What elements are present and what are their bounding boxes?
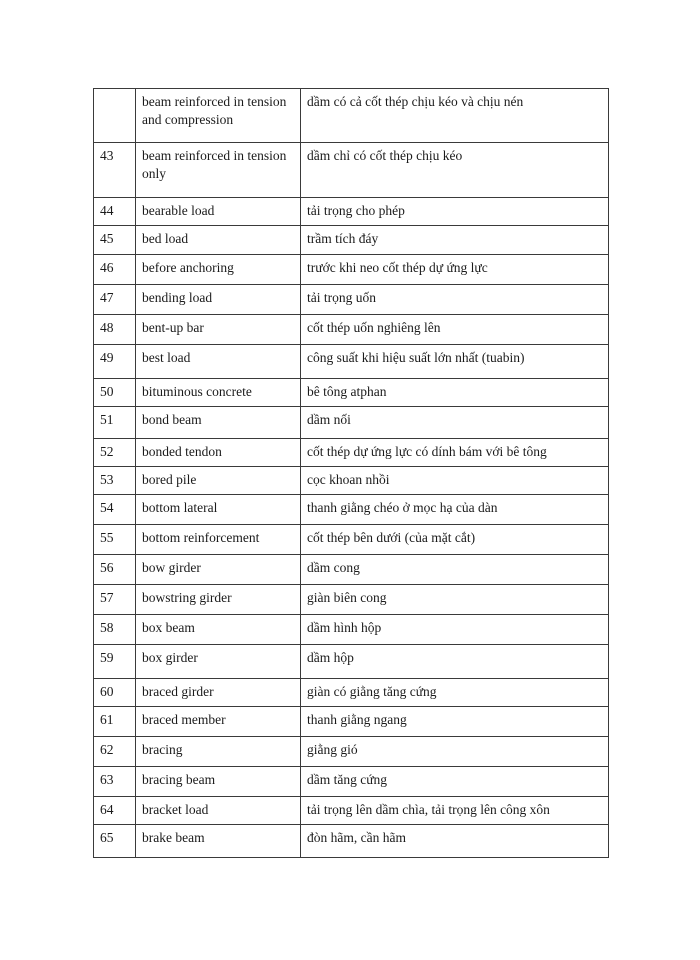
table-row: [94, 495, 609, 525]
table-row: [94, 407, 609, 439]
vietnamese-meaning: giàn có giằng tăng cứng: [301, 679, 609, 707]
english-term: bending load: [136, 285, 301, 315]
row-number: 46: [94, 255, 136, 285]
table-row: [94, 585, 609, 615]
english-term: bonded tendon: [136, 439, 301, 467]
vietnamese-meaning: giàn biên cong: [301, 585, 609, 615]
row-number: 55: [94, 525, 136, 555]
row-number: 57: [94, 585, 136, 615]
vietnamese-meaning: dầm hình hộp: [301, 615, 609, 645]
row-number: 50: [94, 379, 136, 407]
row-number: 49: [94, 345, 136, 379]
row-number: 59: [94, 645, 136, 679]
vietnamese-meaning: tải trọng uốn: [301, 285, 609, 315]
row-number: 48: [94, 315, 136, 345]
glossary-table: [93, 88, 609, 858]
english-term: bracing: [136, 737, 301, 767]
vietnamese-meaning: tải trọng lên dầm chìa, tải trọng lên công xôn: [301, 797, 609, 825]
vietnamese-meaning: cốt thép uốn nghiêng lên: [301, 315, 609, 345]
vietnamese-meaning: công suất khi hiệu suất lớn nhất (tuabin): [301, 345, 609, 379]
table-row: [94, 525, 609, 555]
table-row: [94, 767, 609, 797]
table-row: [94, 645, 609, 679]
table-row: [94, 737, 609, 767]
english-term: bow girder: [136, 555, 301, 585]
table-row: [94, 439, 609, 467]
table-row: [94, 198, 609, 226]
vietnamese-meaning: dầm cong: [301, 555, 609, 585]
row-number: [94, 89, 136, 143]
row-number: 53: [94, 467, 136, 495]
english-term: bowstring girder: [136, 585, 301, 615]
row-number: 63: [94, 767, 136, 797]
table-row: [94, 615, 609, 645]
table-row: [94, 679, 609, 707]
table-row: [94, 255, 609, 285]
table-row: [94, 89, 609, 143]
english-term: bottom reinforcement: [136, 525, 301, 555]
english-term: beam reinforced in tension and compression: [136, 89, 301, 143]
row-number: 56: [94, 555, 136, 585]
row-number: 58: [94, 615, 136, 645]
vietnamese-meaning: cốt thép dự ứng lực có dính bám với bê tông: [301, 439, 609, 467]
table-row: [94, 226, 609, 255]
row-number: 45: [94, 226, 136, 255]
table-row: [94, 825, 609, 858]
english-term: bracket load: [136, 797, 301, 825]
table-row: [94, 315, 609, 345]
table-row: [94, 379, 609, 407]
english-term: bent-up bar: [136, 315, 301, 345]
english-term: bituminous concrete: [136, 379, 301, 407]
row-number: 65: [94, 825, 136, 858]
vietnamese-meaning: thanh giằng chéo ở mọc hạ của dàn: [301, 495, 609, 525]
english-term: beam reinforced in tension only: [136, 143, 301, 198]
vietnamese-meaning: thanh giằng ngang: [301, 707, 609, 737]
vietnamese-meaning: đòn hãm, cần hãm: [301, 825, 609, 858]
english-term: brake beam: [136, 825, 301, 858]
row-number: 60: [94, 679, 136, 707]
vietnamese-meaning: giằng gió: [301, 737, 609, 767]
row-number: 54: [94, 495, 136, 525]
vietnamese-meaning: dầm hộp: [301, 645, 609, 679]
vietnamese-meaning: cốt thép bên dưới (của mặt cắt): [301, 525, 609, 555]
english-term: bearable load: [136, 198, 301, 226]
table-row: [94, 707, 609, 737]
row-number: 43: [94, 143, 136, 198]
english-term: braced member: [136, 707, 301, 737]
vietnamese-meaning: dầm chỉ có cốt thép chịu kéo: [301, 143, 609, 198]
row-number: 44: [94, 198, 136, 226]
table-row: [94, 143, 609, 198]
english-term: braced girder: [136, 679, 301, 707]
english-term: bored pile: [136, 467, 301, 495]
english-term: box girder: [136, 645, 301, 679]
vietnamese-meaning: bê tông atphan: [301, 379, 609, 407]
row-number: 61: [94, 707, 136, 737]
table-row: [94, 285, 609, 315]
english-term: bed load: [136, 226, 301, 255]
vietnamese-meaning: dầm nối: [301, 407, 609, 439]
row-number: 47: [94, 285, 136, 315]
english-term: bottom lateral: [136, 495, 301, 525]
row-number: 62: [94, 737, 136, 767]
english-term: before anchoring: [136, 255, 301, 285]
english-term: best load: [136, 345, 301, 379]
table-row: [94, 555, 609, 585]
vietnamese-meaning: cọc khoan nhồi: [301, 467, 609, 495]
table-row: [94, 345, 609, 379]
row-number: 51: [94, 407, 136, 439]
vietnamese-meaning: trầm tích đáy: [301, 226, 609, 255]
table-row: [94, 797, 609, 825]
row-number: 64: [94, 797, 136, 825]
vietnamese-meaning: dầm tăng cứng: [301, 767, 609, 797]
table-row: [94, 467, 609, 495]
vietnamese-meaning: tải trọng cho phép: [301, 198, 609, 226]
english-term: bracing beam: [136, 767, 301, 797]
vietnamese-meaning: trước khi neo cốt thép dự ứng lực: [301, 255, 609, 285]
glossary-body: [94, 89, 609, 858]
row-number: 52: [94, 439, 136, 467]
english-term: bond beam: [136, 407, 301, 439]
vietnamese-meaning: dầm có cả cốt thép chịu kéo và chịu nén: [301, 89, 609, 143]
english-term: box beam: [136, 615, 301, 645]
